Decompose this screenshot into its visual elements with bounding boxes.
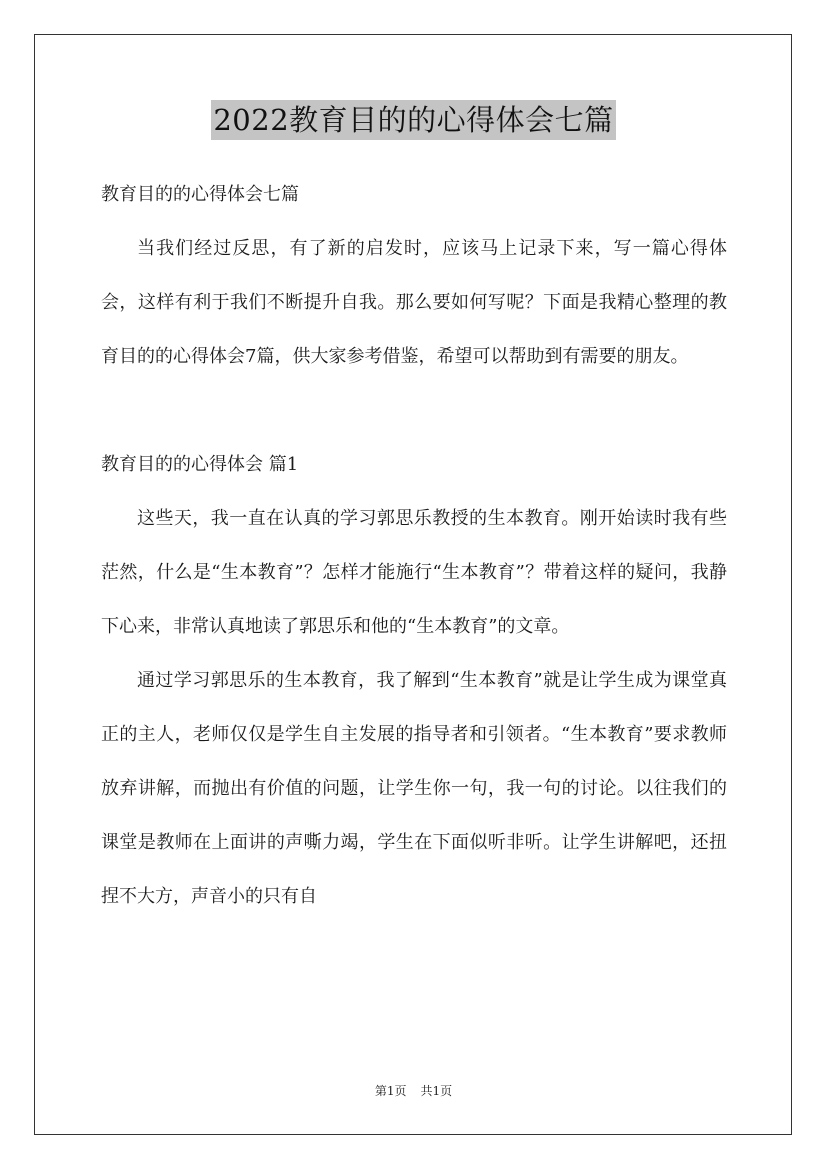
section-spacer	[101, 384, 727, 438]
section-heading: 教育目的的心得体会 篇1	[101, 454, 299, 475]
page-number: 第1页	[374, 1084, 407, 1098]
body-paragraph-1: 这些天，我一直在认真的学习郭思乐教授的生本教育。刚开始读时我有些茫然，什么是“生本教育”？怎样才能施行“生本教育”？带着这样的疑问，我静下心来，非常认真地读了郭思乐和他的“生本教育”的文章。	[101, 508, 727, 637]
page-total: 共1页	[420, 1084, 453, 1098]
document-title: 2022教育目的的心得体会七篇	[211, 100, 615, 140]
intro-paragraph: 当我们经过反思，有了新的启发时，应该马上记录下来，写一篇心得体会，这样有利于我们不断提升自我。那么要如何写呢？下面是我精心整理的教育目的的心得体会7篇，供大家参考借鉴，希望可以帮助到有需要的朋友。	[101, 238, 727, 367]
document-title-wrapper	[0, 100, 827, 140]
body-paragraph-2: 通过学习郭思乐的生本教育，我了解到“生本教育”就是让学生成为课堂真正的主人，老师仅仅是学生自主发展的指导者和引领者。“生本教育”要求教师放弃讲解，而抛出有价值的问题，让学生你一句，我一句的讨论。以往我们的课堂是教师在上面讲的声嘶力竭，学生在下面似听非听。让学生讲解吧，还扭捏不大方，声音小的只有自	[101, 670, 727, 907]
document-body	[101, 168, 727, 924]
page-footer	[0, 1083, 827, 1099]
document-subtitle: 教育目的的心得体会七篇	[101, 184, 299, 205]
